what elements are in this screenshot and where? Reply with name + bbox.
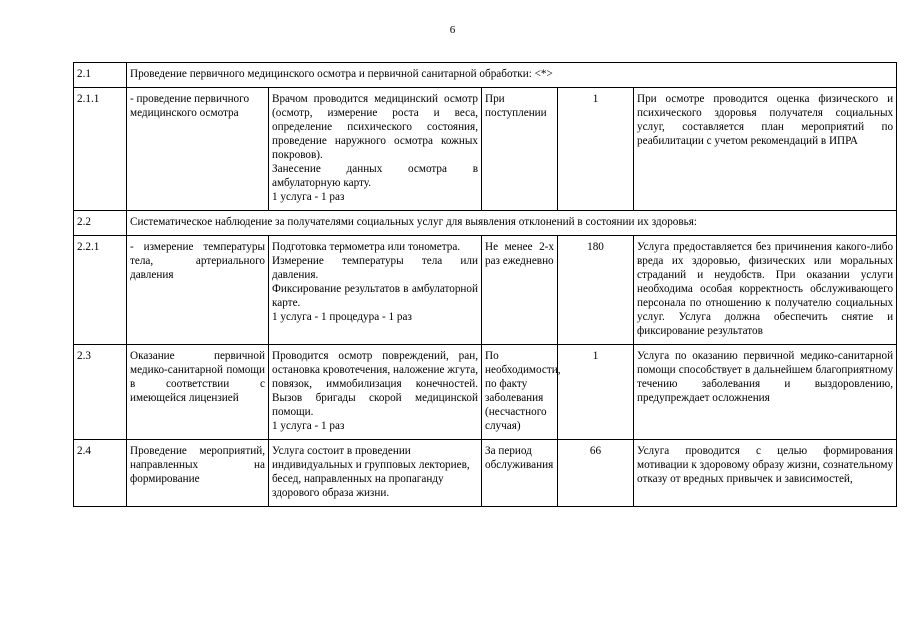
- description-text: Врачом проводится медицинский осмотр (осмотр, измерение роста и веса, определение психического состояния, проведение наружного осмотра кожных покровов).: [272, 93, 478, 161]
- service-count: 66: [558, 440, 634, 507]
- service-count: 180: [558, 236, 634, 345]
- section-title: Систематическое наблюдение за получателями социальных услуг для выявления отклонений в состоянии их здоровья:: [127, 211, 897, 236]
- table-row: [74, 345, 897, 440]
- description-text: Измерение температуры тела или давления.: [272, 255, 478, 281]
- description-text: Фиксирование результатов в амбулаторной карте.: [272, 283, 478, 309]
- service-norm: 1 услуга - 1 раз: [272, 191, 345, 203]
- service-name: - проведение первичного медицинского осмотра: [127, 88, 269, 211]
- service-count: 1: [558, 345, 634, 440]
- service-count: 1: [558, 88, 634, 211]
- services-table: [73, 62, 897, 507]
- row-number: 2.3: [74, 345, 127, 440]
- section-title: Проведение первичного медицинского осмотра и первичной санитарной обработки: <*>: [127, 63, 897, 88]
- service-frequency: За период обслуживания: [482, 440, 558, 507]
- service-name: Оказание первичной медико-санитарной помощи в соответствии с имеющейся лицензией: [127, 345, 269, 440]
- row-number: 2.4: [74, 440, 127, 507]
- service-norm: 1 услуга - 1 раз: [272, 420, 345, 432]
- service-conditions: При осмотре проводится оценка физического и психического здоровья получателя социальных услуг, составляется план мероприятий по реабилитации с учетом рекомендаций в ИПРА: [634, 88, 897, 211]
- service-norm: 1 услуга - 1 процедура - 1 раз: [272, 311, 412, 323]
- service-description: Услуга состоит в проведении индивидуальных и групповых лекториев, бесед, направленных на пропаганду здорового образа жизни.: [269, 440, 482, 507]
- service-name: Проведение мероприятий, направленных на формирование: [127, 440, 269, 507]
- service-name: - измерение температуры тела, артериального давления: [127, 236, 269, 345]
- section-number: 2.2: [74, 211, 127, 236]
- row-number: 2.1.1: [74, 88, 127, 211]
- section-number: 2.1: [74, 63, 127, 88]
- page-number: 6: [449, 24, 456, 36]
- service-conditions: Услуга предоставляется без причинения какого-либо вреда их здоровью, физических или моральных страданий и неудобств. При оказании услуги необходима особая корректность обслуживающего персонала по отношению к получателю социальных услуг. Услуга должна обеспечить снятие и фиксирование результатов: [634, 236, 897, 345]
- table-row: [74, 88, 897, 211]
- service-description: [269, 236, 482, 345]
- service-frequency: Не менее 2-х раз ежедневно: [482, 236, 558, 345]
- service-conditions: Услуга проводится с целью формирования мотивации к здоровому образу жизни, сознательному отказу от вредных привычек и зависимостей,: [634, 440, 897, 507]
- section-row: [74, 63, 897, 88]
- table-row: [74, 236, 897, 345]
- service-description: [269, 345, 482, 440]
- service-frequency: По необходимости, по факту заболевания (несчастного случая): [482, 345, 558, 440]
- description-text: Подготовка термометра или тонометра.: [272, 241, 461, 253]
- table-row: [74, 440, 897, 507]
- description-text: Занесение данных осмотра в амбулаторную карту.: [272, 163, 478, 189]
- service-conditions: Услуга по оказанию первичной медико-санитарной помощи способствует в дальнейшем благоприятному течению заболевания и выздоровлению, предупреждает осложнения: [634, 345, 897, 440]
- section-row: [74, 211, 897, 236]
- description-text: Проводится осмотр повреждений, ран, остановка кровотечения, наложение жгута, повязок, иммобилизация конечностей. Вызов бригады скорой медицинской помощи.: [272, 350, 478, 418]
- service-description: [269, 88, 482, 211]
- row-number: 2.2.1: [74, 236, 127, 345]
- service-frequency: При поступлении: [482, 88, 558, 211]
